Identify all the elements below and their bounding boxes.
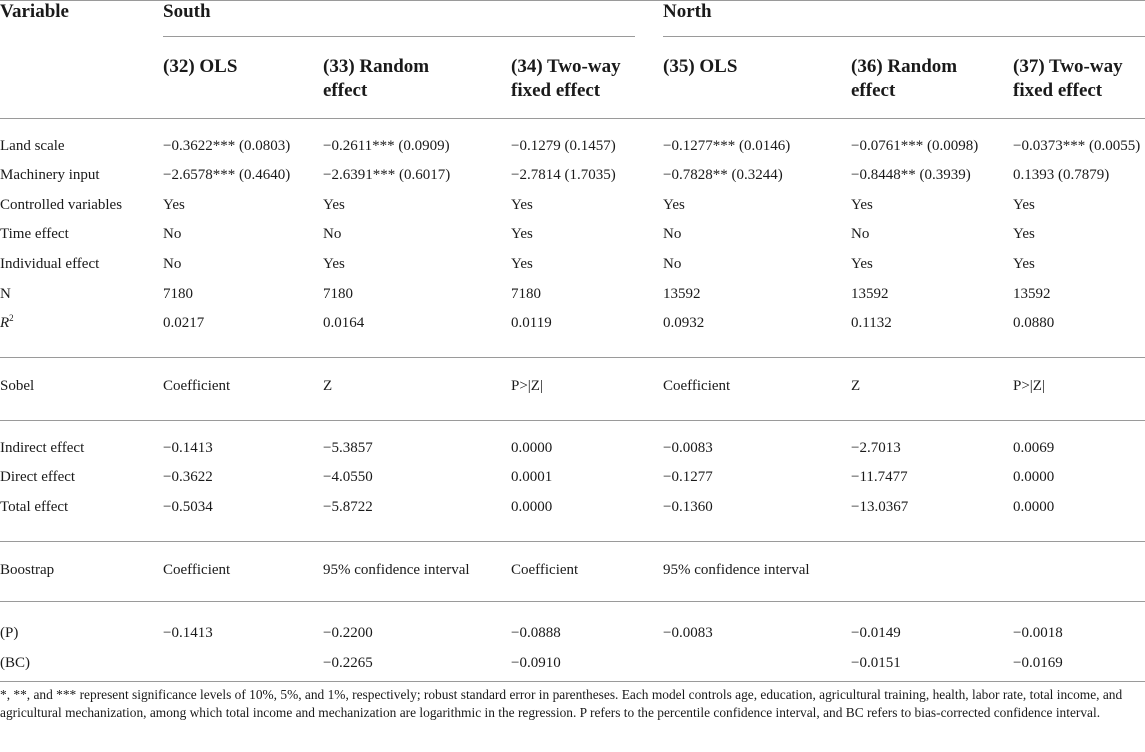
sobel-row-cell: 0.0001 xyxy=(511,469,553,485)
regression-row-cell: Yes xyxy=(1013,226,1035,242)
south-group-rule xyxy=(163,36,635,37)
bootstrap-row-cell: −0.2265 xyxy=(323,655,373,671)
r-squared-cell: 0.0880 xyxy=(1013,315,1055,331)
sobel-row-label: Direct effect xyxy=(0,469,76,485)
regression-row-cell: 7180 xyxy=(163,286,193,302)
bootstrap-row-cell: −0.0018 xyxy=(1013,625,1063,641)
bootstrap-header-label: Boostrap xyxy=(0,562,55,578)
sobel-row-label: Total effect xyxy=(0,499,69,515)
sobel-row-cell: −5.3857 xyxy=(323,440,373,456)
bootstrap-row-cell: −0.0910 xyxy=(511,655,561,671)
regression-row-cell: No xyxy=(663,226,682,242)
r-squared-symbol: R xyxy=(0,315,10,331)
north-group-rule xyxy=(663,36,1145,37)
sobel-row-cell: −0.1360 xyxy=(663,499,713,515)
sobel-row-cell: −2.7013 xyxy=(851,440,901,456)
regression-row-cell: 13592 xyxy=(663,286,701,302)
sobel-header-cell: Coefficient xyxy=(663,378,731,394)
regression-row-cell: Yes xyxy=(663,197,685,213)
sobel-row-cell: −13.0367 xyxy=(851,499,909,515)
regression-row-cell: Yes xyxy=(163,197,185,213)
bootstrap-header-cell: Coefficient xyxy=(511,562,579,578)
bootstrap-header-cell: 95% confidence interval xyxy=(663,562,810,578)
sobel-row-cell: −0.1277 xyxy=(663,469,713,485)
regression-row-label: N xyxy=(0,286,11,302)
regression-row-cell: No xyxy=(851,226,870,242)
bootstrap-header-rule xyxy=(0,601,1145,602)
regression-row-cell: No xyxy=(663,256,682,272)
regression-row-cell: −0.1277*** (0.0146) xyxy=(663,138,791,154)
sobel-header-cell: P>|Z| xyxy=(1013,378,1045,394)
regression-row-cell: −2.7814 (1.7035) xyxy=(511,167,616,183)
model-header-33: (33) Random effect xyxy=(323,56,430,101)
bootstrap-row-cell: −0.2200 xyxy=(323,625,373,641)
sobel-row-cell: −0.3622 xyxy=(163,469,213,485)
model-header-34: (34) Two-way fixed effect xyxy=(511,56,621,101)
model-header-36: (36) Random effect xyxy=(851,56,958,101)
regression-row-cell: No xyxy=(323,226,342,242)
sobel-header-rule xyxy=(0,420,1145,421)
sobel-header-cell: P>|Z| xyxy=(511,378,543,394)
regression-row-cell: 0.1393 (0.7879) xyxy=(1013,167,1110,183)
regression-row-label: Land scale xyxy=(0,138,65,154)
regression-row-cell: Yes xyxy=(323,197,345,213)
bootstrap-row-cell: −0.0169 xyxy=(1013,655,1063,671)
bootstrap-top-rule xyxy=(0,541,1145,542)
sobel-row-cell: −0.1413 xyxy=(163,440,213,456)
bootstrap-row-cell: −0.1413 xyxy=(163,625,213,641)
regression-row-cell: Yes xyxy=(851,197,873,213)
regression-row-label: Individual effect xyxy=(0,256,100,272)
group-header-north: North xyxy=(663,1,712,22)
sobel-row-cell: −0.5034 xyxy=(163,499,213,515)
variable-header: Variable xyxy=(0,1,69,22)
sobel-row-cell: −4.0550 xyxy=(323,469,373,485)
sobel-top-rule xyxy=(0,357,1145,358)
sobel-header-label: Sobel xyxy=(0,378,35,394)
regression-row-cell: −0.1279 (0.1457) xyxy=(511,138,616,154)
regression-row-cell: 7180 xyxy=(511,286,541,302)
regression-row-cell: 13592 xyxy=(851,286,889,302)
r-squared-cell: 0.1132 xyxy=(851,315,892,331)
sobel-row-cell: −11.7477 xyxy=(851,469,908,485)
regression-row-cell: Yes xyxy=(1013,256,1035,272)
bootstrap-row-label: (P) xyxy=(0,625,19,641)
regression-row-label: Machinery input xyxy=(0,167,100,183)
bootstrap-header-cell: 95% confidence interval xyxy=(323,562,470,578)
regression-row-cell: Yes xyxy=(851,256,873,272)
regression-row-cell: −0.7828** (0.3244) xyxy=(663,167,783,183)
bootstrap-row-cell: −0.0151 xyxy=(851,655,901,671)
regression-row-cell: −0.3622*** (0.0803) xyxy=(163,138,291,154)
sobel-header-cell: Z xyxy=(851,378,861,394)
regression-row-cell: No xyxy=(163,226,182,242)
sobel-header-cell: Coefficient xyxy=(163,378,231,394)
group-header-south: South xyxy=(163,1,211,22)
model-header-32: (32) OLS xyxy=(163,56,238,77)
regression-row-cell: Yes xyxy=(511,226,533,242)
sobel-row-cell: 0.0000 xyxy=(1013,469,1055,485)
regression-row-cell: −0.0373*** (0.0055) xyxy=(1013,138,1141,154)
regression-row-cell: Yes xyxy=(511,197,533,213)
regression-row-cell: −0.0761*** (0.0098) xyxy=(851,138,979,154)
regression-row-cell: −2.6578*** (0.4640) xyxy=(163,167,291,183)
sobel-row-cell: 0.0069 xyxy=(1013,440,1055,456)
model-header-35: (35) OLS xyxy=(663,56,738,77)
regression-row-cell: −2.6391*** (0.6017) xyxy=(323,167,451,183)
bottom-rule xyxy=(0,681,1145,682)
bootstrap-row-cell: −0.0149 xyxy=(851,625,901,641)
r-squared-cell: 0.0164 xyxy=(323,315,365,331)
regression-row-cell: −0.2611*** (0.0909) xyxy=(323,138,450,154)
regression-row-cell: Yes xyxy=(511,256,533,272)
regression-row-label: Time effect xyxy=(0,226,69,242)
sobel-row-cell: 0.0000 xyxy=(1013,499,1055,515)
table-footnote: *, **, and *** represent significance levels of 10%, 5%, and 1%, respectively; robust standard error in parentheses. Each model controls age, education, agricultural training, health, labor rate, total income, and agricultural mechanization, among which total income and mechanization are logarithmic in the regression. P refers to the percentile confidence interval, and BC refers to bias-corrected confidence interval. xyxy=(0,687,1123,721)
regression-row-cell: Yes xyxy=(323,256,345,272)
r-squared-exponent: 2 xyxy=(9,313,14,323)
regression-row-cell: No xyxy=(163,256,182,272)
r-squared-cell: 0.0217 xyxy=(163,315,205,331)
r-squared-cell: 0.0932 xyxy=(663,315,705,331)
r-squared-label xyxy=(0,314,14,332)
bootstrap-header-cell: Coefficient xyxy=(163,562,231,578)
header-rule xyxy=(0,118,1145,119)
sobel-row-cell: −5.8722 xyxy=(323,499,373,515)
bootstrap-row-cell: −0.0083 xyxy=(663,625,713,641)
r-squared-cell: 0.0119 xyxy=(511,315,552,331)
sobel-header-cell: Z xyxy=(323,378,333,394)
model-header-37: (37) Two-way fixed effect xyxy=(1013,56,1123,101)
regression-row-cell: 13592 xyxy=(1013,286,1051,302)
bootstrap-row-cell: −0.0888 xyxy=(511,625,561,641)
sobel-row-cell: 0.0000 xyxy=(511,440,553,456)
regression-row-cell: −0.8448** (0.3939) xyxy=(851,167,971,183)
sobel-row-cell: −0.0083 xyxy=(663,440,713,456)
sobel-row-cell: 0.0000 xyxy=(511,499,553,515)
bootstrap-row-label: (BC) xyxy=(0,655,30,671)
regression-row-cell: 7180 xyxy=(323,286,353,302)
regression-row-cell: Yes xyxy=(1013,197,1035,213)
sobel-row-label: Indirect effect xyxy=(0,440,85,456)
regression-row-label: Controlled variables xyxy=(0,197,123,213)
